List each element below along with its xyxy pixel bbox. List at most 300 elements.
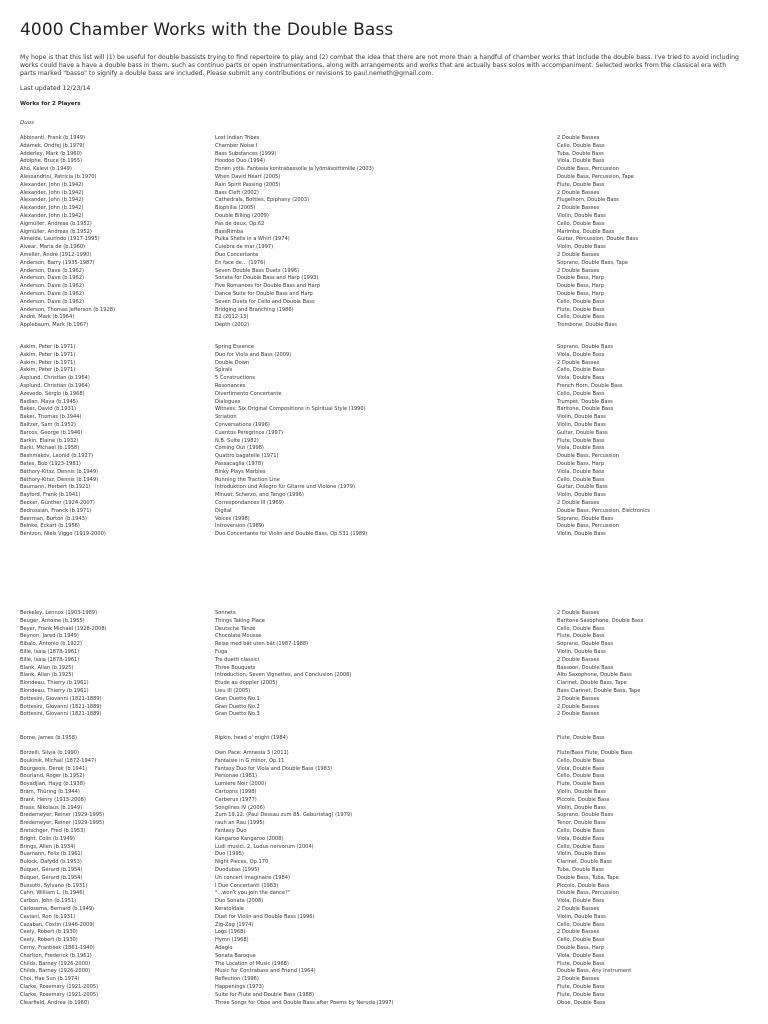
composer-cell: Blondeau, Thierry (b.1961) bbox=[20, 687, 89, 694]
instrumentation-cell: Violin, Double Bass bbox=[557, 414, 606, 421]
instrumentation-cell: Cello, Double Bass bbox=[557, 476, 605, 483]
table-row bbox=[0, 696, 768, 704]
composer-cell: Barcos, George (b.1946) bbox=[20, 429, 83, 436]
instrumentation-cell: 2 Double Basses bbox=[557, 135, 600, 141]
work-title-cell: Happenings (1973) bbox=[215, 983, 264, 990]
work-title-cell: Striation bbox=[215, 414, 237, 421]
table-row bbox=[0, 260, 768, 268]
table-row bbox=[0, 166, 768, 174]
table-row bbox=[0, 688, 768, 696]
instrumentation-cell: Double Bass, Harp bbox=[557, 283, 605, 290]
instrumentation-cell: Viola, Double Bass bbox=[557, 898, 605, 905]
instrumentation-cell: Baritone Saxophone, Double Bass bbox=[557, 617, 644, 624]
instrumentation-cell: Guitar, Double Bass bbox=[557, 484, 608, 491]
work-title-cell: Culebra de mar (1997) bbox=[215, 244, 274, 251]
instrumentation-cell: Marimba, Double Bass bbox=[557, 228, 615, 235]
instrumentation-cell: Violin, Double Bass bbox=[557, 421, 606, 428]
work-title-cell: Ripkin, head o' might (1984) bbox=[215, 735, 288, 741]
instrumentation-cell: Violin, Double Bass bbox=[557, 531, 606, 538]
work-title-cell: Ennen yötä. Fantasia kontrabassolle ja lyömäsoittimille (2003) bbox=[215, 166, 374, 173]
composer-cell: Bright, Colin (b.1949) bbox=[20, 835, 75, 842]
work-title-cell: 5 Constructions bbox=[215, 375, 255, 382]
composer-cell: Beerman, Burton (b.1943) bbox=[20, 515, 87, 522]
table-row bbox=[0, 244, 768, 252]
work-title-cell: Duo (1995) bbox=[215, 851, 244, 858]
instrumentation-cell: Piccolo, Double Bass bbox=[557, 796, 610, 803]
table-row bbox=[0, 151, 768, 159]
composer-cell: Bates, Bob (1923-1981) bbox=[20, 460, 81, 467]
instrumentation-cell: Double Bass, Harp bbox=[557, 944, 605, 951]
work-title-cell: "...won't you join the dance?" bbox=[215, 890, 291, 897]
instrumentation-cell: Double Bass, Tuba, Tape bbox=[557, 874, 619, 881]
instrumentation-cell: Cello, Double Bass bbox=[557, 314, 605, 321]
composer-cell: Askim, Peter (b.1971) bbox=[20, 359, 76, 366]
table-row bbox=[0, 158, 768, 166]
work-title-cell: Reflection (1996) bbox=[215, 976, 259, 983]
work-title-cell: Lost Indian Tribes bbox=[215, 135, 260, 141]
work-title-cell: Night Pieces, Op.170 bbox=[215, 859, 269, 866]
work-title-cell: Seven Double Bass Duets (1996) bbox=[215, 267, 300, 274]
instrumentation-cell: French Horn, Double Bass bbox=[557, 382, 623, 389]
work-title-cell: Bridging and Branching (1986) bbox=[215, 306, 294, 313]
instrumentation-cell: 2 Double Basses bbox=[557, 905, 600, 912]
work-title-cell: Things Taking Place bbox=[215, 617, 265, 624]
instrumentation-cell: 2 Double Basses bbox=[557, 656, 600, 663]
instrumentation-cell: Double Bass, Percussion bbox=[557, 166, 619, 173]
work-title-cell: Conversations (1996) bbox=[215, 421, 270, 428]
composer-cell: Berkeley, Lennox (1903-1989) bbox=[20, 610, 98, 616]
composer-cell: Aigmüller, Andreas (b.1952) bbox=[20, 220, 92, 227]
table-row bbox=[0, 190, 768, 198]
table-row bbox=[0, 665, 768, 673]
instrumentation-cell: Double Bass, Percussion, Tape bbox=[557, 173, 634, 180]
composer-cell: Anderson, Dave (b.1962) bbox=[20, 283, 85, 290]
composer-cell: Cahn, William L. (b.1946) bbox=[20, 890, 85, 897]
table-row bbox=[0, 360, 768, 368]
instrumentation-cell: Flugelhorn, Double Bass bbox=[557, 197, 619, 204]
work-title-cell: Songlines IV (2006) bbox=[215, 804, 265, 811]
composer-cell: Báthory-Kitsz, Dennis (b.1949) bbox=[20, 476, 99, 483]
composer-cell: Borne, James (b.1958) bbox=[20, 735, 77, 741]
composer-cell: Clarke, Rosemary (1921-2005) bbox=[20, 991, 99, 998]
instrumentation-cell: Violin, Double Bass bbox=[557, 212, 606, 219]
table-row bbox=[0, 383, 768, 391]
instrumentation-cell: Violin, Double Bass bbox=[557, 913, 606, 920]
composer-cell: Bourland, Roger (b.1952) bbox=[20, 773, 85, 780]
composer-cell: Boukinik, Michail (1872-1947) bbox=[20, 757, 97, 764]
table-row bbox=[0, 221, 768, 229]
composer-cell: Ceely, Robert (b.1930) bbox=[20, 937, 78, 944]
work-title-cell: Gran Duetto No.2 bbox=[215, 703, 260, 710]
work-title-cell: Un concert imaginaire (1984) bbox=[215, 874, 290, 881]
instrumentation-cell: Flute, Double Bass bbox=[557, 437, 605, 444]
instrumentation-cell: Trumpet, Double Bass bbox=[557, 398, 613, 405]
instrumentation-cell: 2 Double Basses bbox=[557, 703, 600, 710]
work-title-cell: Introversion (1989) bbox=[215, 523, 265, 530]
table-row bbox=[0, 711, 768, 719]
instrumentation-cell: Clarinet, Double Bass, Tape bbox=[557, 680, 627, 687]
table-row bbox=[0, 197, 768, 205]
composer-cell: Adderley, Mark (b.1960) bbox=[20, 150, 82, 157]
composer-cell: Bottesini, Giovanni (1821-1889) bbox=[20, 703, 102, 710]
table-row bbox=[0, 657, 768, 665]
table-row bbox=[0, 531, 768, 539]
instrumentation-cell: Cello, Double Bass bbox=[557, 827, 605, 834]
table-row bbox=[0, 828, 768, 836]
instrumentation-cell: Cello, Double Bass bbox=[557, 298, 605, 305]
work-title-cell: When David Heart (2005) bbox=[215, 173, 281, 180]
table-row bbox=[0, 283, 768, 291]
composer-cell: Asplund, Christian (b.1964) bbox=[20, 382, 90, 389]
composer-cell: Blank, Allan (b.1925) bbox=[20, 664, 74, 671]
composer-cell: Beyer, Frank Michael (1928-2008) bbox=[20, 625, 107, 632]
composer-cell: Carlosema, Bernard (b.1949) bbox=[20, 905, 95, 912]
table-row bbox=[0, 352, 768, 360]
composer-cell: Bayford, Frank (b.1941) bbox=[20, 492, 81, 499]
composer-cell: Bretschger, Fred (b.1953) bbox=[20, 827, 86, 834]
table-row bbox=[0, 875, 768, 883]
instrumentation-cell: Double Bass, Harp bbox=[557, 290, 605, 297]
table-row bbox=[0, 430, 768, 438]
work-title-cell: Five Romances for Double Bass and Harp bbox=[215, 283, 321, 290]
table-row bbox=[0, 610, 768, 618]
instrumentation-cell: Double Bass, Percussion, Electronics bbox=[557, 507, 650, 514]
instrumentation-cell: Viola, Double Bass bbox=[557, 952, 605, 959]
work-title-cell: BassRimba bbox=[215, 228, 244, 235]
composer-cell: Blank, Allan (b.1925) bbox=[20, 672, 74, 679]
table-row bbox=[0, 758, 768, 766]
instrumentation-cell: Flute, Double Bass bbox=[557, 991, 605, 998]
table-row bbox=[0, 773, 768, 781]
composer-cell: Billé, Isaia (1878-1961) bbox=[20, 656, 80, 663]
instrumentation-cell: Cello, Double Bass bbox=[557, 937, 605, 944]
composer-cell: Anderson, Dave (b.1962) bbox=[20, 298, 85, 305]
composer-cell: Amellér, André (1912-1990) bbox=[20, 251, 92, 258]
table-row bbox=[0, 867, 768, 875]
instrumentation-cell: 2 Double Basses bbox=[557, 695, 600, 702]
instrumentation-cell: Cello, Double Bass bbox=[557, 220, 605, 227]
instrumentation-cell: Cello, Double Bass bbox=[557, 757, 605, 764]
composer-cell: Askim, Peter (b.1971) bbox=[20, 344, 76, 350]
table-row bbox=[0, 307, 768, 315]
table-row bbox=[0, 135, 768, 143]
instrumentation-cell: Cello, Double Bass bbox=[557, 142, 605, 149]
work-title-cell: En face de... (1976) bbox=[215, 259, 266, 266]
table-row bbox=[0, 205, 768, 213]
last-updated: Last updated 12/23/14 bbox=[20, 85, 91, 92]
table-row bbox=[0, 322, 768, 330]
work-title-cell: Gran Duetto No.3 bbox=[215, 711, 260, 718]
work-title-cell: Cuentos Peregrinos (1997) bbox=[215, 429, 283, 436]
table-row bbox=[0, 984, 768, 992]
work-title-cell: Gran Duetto No.1 bbox=[215, 695, 260, 702]
composer-cell: Alexander, John (b.1942) bbox=[20, 212, 84, 219]
table-row bbox=[0, 453, 768, 461]
instrumentation-cell: Guitar, Double Bass bbox=[557, 429, 608, 436]
work-title-cell: Reise med båt uten båt (1987-1988) bbox=[215, 641, 309, 648]
composer-cell: Adolphe, Bruce (b.1955) bbox=[20, 158, 83, 165]
work-title-cell: Running the Traction Line bbox=[215, 476, 280, 483]
instrumentation-cell: Baritone, Double Bass bbox=[557, 406, 614, 413]
instrumentation-cell: Violin, Double Bass bbox=[557, 492, 606, 499]
instrumentation-cell: Double Bass, Percussion bbox=[557, 890, 619, 897]
table-row bbox=[0, 680, 768, 688]
composer-cell: Baltzer, Sam (b.1952) bbox=[20, 421, 76, 428]
composer-cell: Almeida, Laurindo (1917-1995) bbox=[20, 236, 100, 243]
work-title-cell: Sonata Baroque bbox=[215, 952, 256, 959]
table-row bbox=[0, 422, 768, 430]
instrumentation-cell: Viola, Double Bass bbox=[557, 445, 605, 452]
composer-cell: Bräm, Thüring (b.1944) bbox=[20, 788, 80, 795]
composer-cell: Bulock, Dafydd (b.1953) bbox=[20, 859, 82, 866]
instrumentation-cell: Cello, Double Bass bbox=[557, 625, 605, 632]
table-row bbox=[0, 735, 768, 743]
table-row bbox=[0, 344, 768, 352]
work-title-cell: Logs (1968) bbox=[215, 929, 246, 936]
work-title-cell: Double Down bbox=[215, 359, 250, 366]
instrumentation-cell: 2 Double Basses bbox=[557, 359, 600, 366]
table-row bbox=[0, 414, 768, 422]
instrumentation-cell: Cello, Double Bass bbox=[557, 390, 605, 397]
table-row bbox=[0, 704, 768, 712]
work-title-cell: Cerberus (1977) bbox=[215, 796, 257, 803]
instrumentation-cell: Viola, Double Bass bbox=[557, 835, 605, 842]
work-title-cell: Witness: Six Original Compositions in Spiritual Style (1990) bbox=[215, 406, 366, 413]
instrumentation-cell: Double Bass, Percussion bbox=[557, 453, 619, 460]
work-title-cell: Personae (1981) bbox=[215, 773, 257, 780]
composer-cell: Bedrossian, Franck (b.1971) bbox=[20, 507, 92, 514]
instrumentation-cell: Soprano, Double Bass bbox=[557, 812, 613, 819]
work-title-cell: Depth (2002) bbox=[215, 322, 250, 329]
table-row bbox=[0, 781, 768, 789]
instrumentation-cell: Piccolo, Double Bass bbox=[557, 882, 610, 889]
instrumentation-cell: Cello, Double Bass bbox=[557, 921, 605, 928]
work-title-cell: Introduction, Seven Vignettes, and Conclusion (2008) bbox=[215, 672, 352, 679]
composer-cell: Ceely, Robert (b.1930) bbox=[20, 929, 78, 936]
table-row bbox=[0, 883, 768, 891]
table-row bbox=[0, 929, 768, 937]
work-title-cell: Three Bouquets bbox=[215, 664, 256, 671]
instrumentation-cell: Viola, Double Bass bbox=[557, 375, 605, 382]
table-row bbox=[0, 275, 768, 283]
work-title-cell: Suite for Flute and Double Bass (1988) bbox=[215, 991, 314, 998]
table-row bbox=[0, 492, 768, 500]
subsection-heading: Duos bbox=[20, 120, 34, 126]
composer-cell: Brass, Nikolaus (b.1949) bbox=[20, 804, 83, 811]
table-row bbox=[0, 618, 768, 626]
composer-cell: Alessandrini, Patricia (b.1970) bbox=[20, 173, 97, 180]
work-title-cell: Correspondances III (1969) bbox=[215, 499, 284, 506]
works-group bbox=[0, 135, 768, 330]
instrumentation-cell: 2 Double Basses bbox=[557, 976, 600, 983]
instrumentation-cell: Alto Saxophone, Double Bass bbox=[557, 672, 632, 679]
table-row bbox=[0, 914, 768, 922]
table-row bbox=[0, 508, 768, 516]
table-row bbox=[0, 1000, 768, 1008]
table-row bbox=[0, 236, 768, 244]
work-title-cell: Resonances bbox=[215, 382, 246, 389]
table-row bbox=[0, 252, 768, 260]
table-row bbox=[0, 484, 768, 492]
table-row bbox=[0, 945, 768, 953]
composer-cell: Blondeau, Thierry (b.1961) bbox=[20, 680, 89, 687]
instrumentation-cell: Double Bass, Harp bbox=[557, 275, 605, 282]
page-title: 4000 Chamber Works with the Double Bass bbox=[20, 20, 394, 40]
work-title-cell: Spirals bbox=[215, 367, 233, 374]
instrumentation-cell: Violin, Double Bass bbox=[557, 851, 606, 858]
work-title-cell: Biophilia (2005) bbox=[215, 205, 256, 212]
work-title-cell: Tre duetti classici bbox=[215, 656, 259, 663]
work-title-cell: Duet for Violin and Double Bass (1996) bbox=[215, 913, 315, 920]
table-row bbox=[0, 523, 768, 531]
composer-cell: Barki, Michael (b.1958) bbox=[20, 445, 80, 452]
work-title-cell: Binky Plays Marbles bbox=[215, 468, 266, 475]
instrumentation-cell: Double Bass, Any Instrument bbox=[557, 968, 632, 975]
composer-cell: Alexander, John (b.1942) bbox=[20, 205, 84, 212]
instrumentation-cell: Cello, Double Bass bbox=[557, 773, 605, 780]
work-title-cell: Dialogues bbox=[215, 398, 241, 405]
composer-cell: Alexander, John (b.1942) bbox=[20, 197, 84, 204]
table-row bbox=[0, 906, 768, 914]
composer-cell: Badian, Maya (b.1945) bbox=[20, 398, 78, 405]
work-title-cell: Lieu III (2005) bbox=[215, 687, 251, 694]
instrumentation-cell: 2 Double Basses bbox=[557, 189, 600, 196]
composer-cell: Bussotti, Sylvano (b.1931) bbox=[20, 882, 88, 889]
composer-cell: Caviani, Ron (b.1931) bbox=[20, 913, 76, 920]
composer-cell: Bottesini, Giovanni (1821-1889) bbox=[20, 711, 102, 718]
work-title-cell: Own Pace: Amnesia 3 (2011) bbox=[215, 750, 289, 756]
table-row bbox=[0, 375, 768, 383]
table-row bbox=[0, 516, 768, 524]
work-title-cell: Étude au doppler (2005) bbox=[215, 680, 278, 687]
instrumentation-cell: Tuba, Double Bass bbox=[557, 150, 604, 157]
table-row bbox=[0, 750, 768, 758]
work-title-cell: Bass Substances (1999) bbox=[215, 150, 277, 157]
table-row bbox=[0, 961, 768, 969]
work-title-cell: Quattro bagatelle (1971) bbox=[215, 453, 279, 460]
composer-cell: Applebaum, Mark (b.1967) bbox=[20, 322, 89, 329]
composer-cell: Charlton, Frederick (b.1961) bbox=[20, 952, 92, 959]
instrumentation-cell: Oboe, Double Bass bbox=[557, 999, 606, 1006]
table-row bbox=[0, 851, 768, 859]
instrumentation-cell: Soprano, Double Bass, Tape bbox=[557, 259, 628, 266]
table-row bbox=[0, 836, 768, 844]
instrumentation-cell: Double Bass, Harp bbox=[557, 460, 605, 467]
table-row bbox=[0, 812, 768, 820]
work-title-cell: Keratoidale bbox=[215, 905, 244, 912]
instrumentation-cell: Violin, Double Bass bbox=[557, 804, 606, 811]
work-title-cell: Bass Cleft (2002) bbox=[215, 189, 259, 196]
composer-cell: Baker, Thomas (b.1944) bbox=[20, 414, 82, 421]
work-title-cell: Sonata for Double Bass and Harp (1993) bbox=[215, 275, 319, 282]
work-title-cell: Cathedrals, Bottles, Epiphany (2003) bbox=[215, 197, 310, 204]
composer-cell: Anderson, Thomas Jefferson (b.1928) bbox=[20, 306, 116, 313]
table-row bbox=[0, 937, 768, 945]
work-title-cell: E2 (2012-13) bbox=[215, 314, 249, 321]
composer-cell: Askim, Peter (b.1971) bbox=[20, 351, 76, 358]
table-row bbox=[0, 922, 768, 930]
composer-cell: Abbinanti, Frank (b.1949) bbox=[20, 135, 85, 141]
composer-cell: Anderson, Barry (1935-1987) bbox=[20, 259, 95, 266]
intro-paragraph: My hope is that this list will (1) be useful for double bassists trying to find repertoire to play and (2) combat the idea that there are not more than a handful of chamber works that include the double bass. I've tried to avoid including works could have a have a double bass in them, such as continuo parts or open instrumentations, along with arrangements and works that are actually bass solos with accompaniment. Selected works from the classical era with parts marked "basso" to signify a double bass are included. Please submit any contributions or revisions to paul.nemeth@gmail.com. bbox=[20, 54, 739, 78]
work-title-cell: N.B. Suite (1982) bbox=[215, 437, 259, 444]
instrumentation-cell: Guitar, Percussion, Double Bass bbox=[557, 236, 638, 243]
work-title-cell: Duo Concertante for Violin and Double Bass, Op.531 (1989) bbox=[215, 531, 368, 538]
composer-cell: Adámek, Ondřej (b.1979) bbox=[20, 142, 85, 149]
work-title-cell: Lumiere Noir (2000) bbox=[215, 781, 267, 788]
work-title-cell: Fantasy Duo bbox=[215, 827, 247, 834]
work-title-cell: Duo Concertante bbox=[215, 251, 259, 258]
instrumentation-cell: Clarinet, Double Bass bbox=[557, 859, 612, 866]
composer-cell: Billé, Isaia (1878-1961) bbox=[20, 648, 80, 655]
composer-cell: Cazaban, Costin (1946-2009) bbox=[20, 921, 95, 928]
instrumentation-cell: Flute, Double Bass bbox=[557, 306, 605, 313]
work-title-cell: Cartoons (1998) bbox=[215, 788, 257, 795]
composer-cell: Boyadjian, Hayg (b.1938) bbox=[20, 781, 86, 788]
work-title-cell: Fuga bbox=[215, 648, 228, 655]
table-row bbox=[0, 469, 768, 477]
composer-cell: Childs, Barney (1926-2000) bbox=[20, 960, 91, 967]
composer-cell: Aigmüller, Andreas (b.1952) bbox=[20, 228, 92, 235]
table-row bbox=[0, 976, 768, 984]
table-row bbox=[0, 314, 768, 322]
table-row bbox=[0, 766, 768, 774]
table-row bbox=[0, 797, 768, 805]
instrumentation-cell: Bassoon, Double Bass bbox=[557, 664, 614, 671]
work-title-cell: Introduktion und Allegro für Gitarre und Violone (1979) bbox=[215, 484, 355, 491]
instrumentation-cell: 2 Double Basses bbox=[557, 251, 600, 258]
table-row bbox=[0, 299, 768, 307]
work-title-cell: Duodubas (1995) bbox=[215, 866, 260, 873]
table-row bbox=[0, 859, 768, 867]
composer-cell: Beuger, Antoine (b.1955) bbox=[20, 617, 85, 624]
table-row bbox=[0, 633, 768, 641]
instrumentation-cell: 2 Double Basses bbox=[557, 711, 600, 718]
work-title-cell: Chocolate Mousse bbox=[215, 633, 262, 640]
works-group bbox=[0, 750, 768, 1007]
work-title-cell: Dance Suite for Double Bass and Harp bbox=[215, 290, 313, 297]
instrumentation-cell: 2 Double Basses bbox=[557, 929, 600, 936]
table-row bbox=[0, 268, 768, 276]
work-title-cell: Duo for Viola and Bass (2009) bbox=[215, 351, 292, 358]
instrumentation-cell: 2 Double Basses bbox=[557, 499, 600, 506]
composer-cell: André, Mark (b.1964) bbox=[20, 314, 75, 321]
table-row bbox=[0, 890, 768, 898]
composer-cell: Clarke, Rosemary (1921-2005) bbox=[20, 983, 99, 990]
table-row bbox=[0, 626, 768, 634]
instrumentation-cell: Viola, Double Bass bbox=[557, 351, 605, 358]
table-row bbox=[0, 229, 768, 237]
table-row bbox=[0, 641, 768, 649]
instrumentation-cell: Double Bass, Percussion bbox=[557, 523, 619, 530]
work-title-cell: Passacaglia (1978) bbox=[215, 460, 264, 467]
work-title-cell: Zum 19.12. (Paul Dessau zum 85. Geburtstag) (1979) bbox=[215, 812, 353, 819]
table-row bbox=[0, 445, 768, 453]
composer-cell: Baumann, Herbert (b.1921) bbox=[20, 484, 91, 491]
instrumentation-cell: Flute, Double Bass bbox=[557, 781, 605, 788]
work-title-cell: Fantasy Duo for Viola and Double Bass (1983) bbox=[215, 765, 333, 772]
instrumentation-cell: Viola, Double Bass bbox=[557, 158, 605, 165]
composer-cell: Choi, Hae Sun (b.1974) bbox=[20, 976, 80, 983]
work-title-cell: Sonnets bbox=[215, 610, 236, 616]
table-row bbox=[0, 291, 768, 299]
composer-cell: Bredemeyer, Reiner (1929-1995) bbox=[20, 820, 105, 827]
instrumentation-cell: 2 Double Basses bbox=[557, 205, 600, 212]
instrumentation-cell: Violin, Double Bass bbox=[557, 244, 606, 251]
table-row bbox=[0, 477, 768, 485]
table-row bbox=[0, 844, 768, 852]
work-title-cell: Chamber Noise I bbox=[215, 142, 258, 149]
